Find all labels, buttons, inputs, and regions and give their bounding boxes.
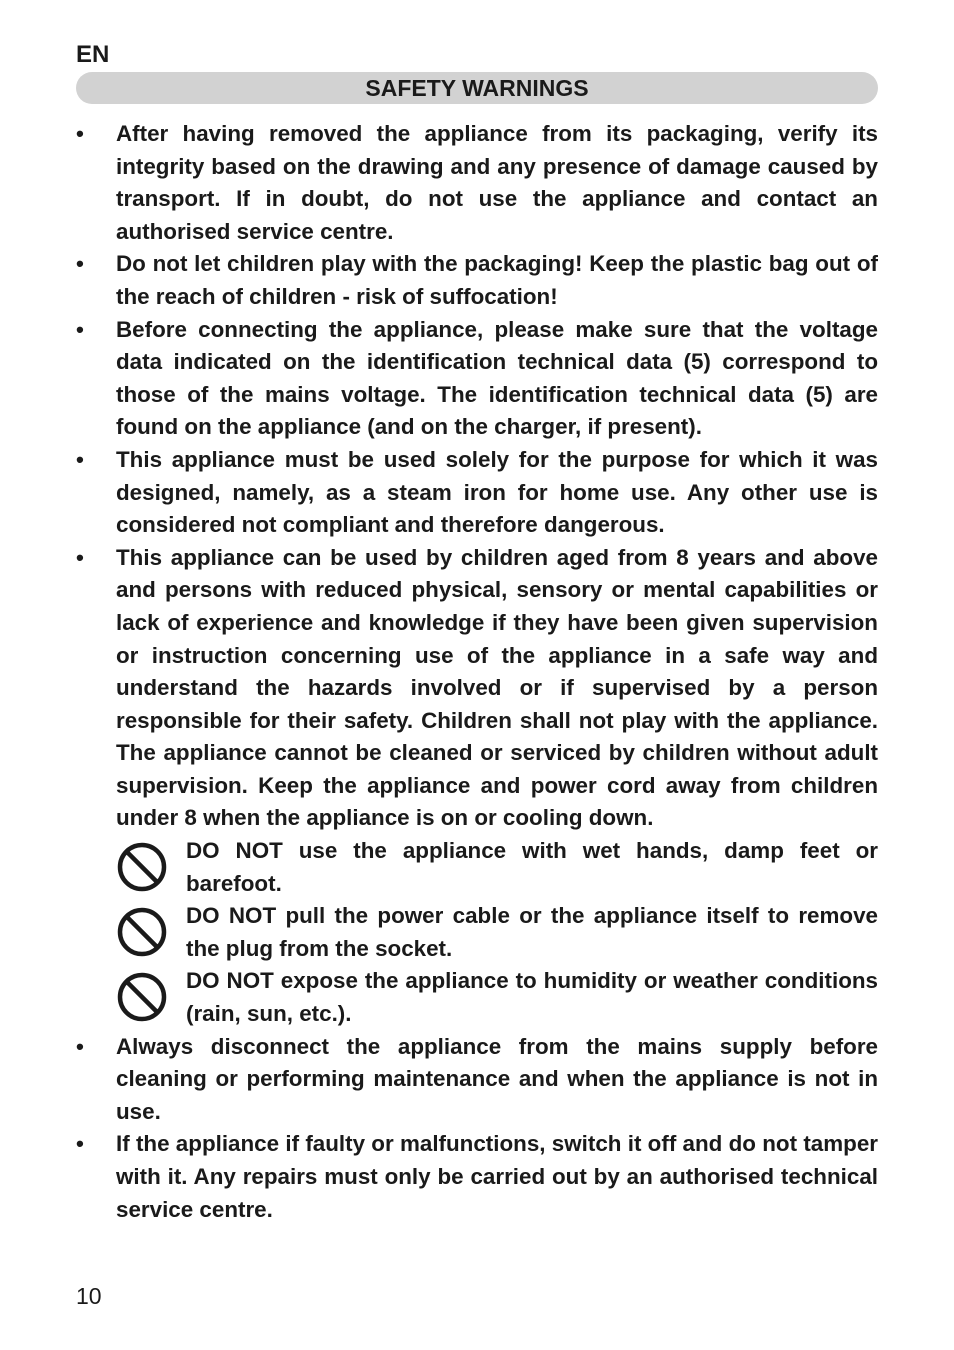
warning-text: This appliance can be used by children aged from 8 years and above and persons with reduced physical, sensory or mental capabilities or lack of experience and knowledge if they have been given supervision or instruction concerning use of the appliance in a safe way and understand the hazards involved or if supervised by a person responsible for their safety. Children shall not play with the appliance. The appliance cannot be cleaned or serviced by children without adult supervision. Keep the appliance and power cord away from children under 8 when the appliance is on or cooling down. xyxy=(116,544,878,831)
warning-item xyxy=(76,118,878,248)
warning-item xyxy=(76,542,878,835)
warning-text: Do not let children play with the packaging! Keep the plastic bag out of the reach of children - risk of suffocation! xyxy=(116,251,878,309)
prohibited-text: DO NOT pull the power cable or the appliance itself to remove the plug from the socket. xyxy=(186,903,878,961)
bullet-symbol: • xyxy=(76,1033,84,1059)
warning-item xyxy=(76,444,878,542)
warning-text: Always disconnect the appliance from the mains supply before cleaning or performing maintenance and when the appliance is not in use. xyxy=(116,1033,878,1124)
safety-warnings-list xyxy=(76,118,878,1226)
warning-item xyxy=(76,314,878,444)
prohibited-item xyxy=(76,900,878,965)
prohibition-icon xyxy=(116,971,168,1023)
section-title-banner xyxy=(76,72,878,104)
bullet-symbol: • xyxy=(76,251,84,277)
warning-text: If the appliance if faulty or malfunctions, switch it off and do not tamper with it. Any repairs must only be carried out by an authorised technical service centre. xyxy=(116,1131,878,1222)
language-code: EN xyxy=(76,41,110,68)
warning-text: After having removed the appliance from its packaging, verify its integrity based on the drawing and any presence of damage caused by transport. If in doubt, do not use the appliance and contact an authorised service centre. xyxy=(116,121,878,244)
prohibited-item xyxy=(76,965,878,1030)
bullet-symbol: • xyxy=(76,316,84,342)
warning-item xyxy=(76,1128,878,1226)
page-number: 10 xyxy=(76,1283,102,1309)
prohibition-icon xyxy=(116,841,168,893)
prohibited-item xyxy=(76,835,878,900)
warning-item xyxy=(76,248,878,313)
section-title: SAFETY WARNINGS xyxy=(365,75,589,101)
prohibited-text: DO NOT expose the appliance to humidity or weather conditions (rain, sun, etc.). xyxy=(186,968,878,1027)
warning-item xyxy=(76,1031,878,1129)
bullet-symbol: • xyxy=(76,446,84,472)
bullet-symbol: • xyxy=(76,121,84,146)
warning-text: Before connecting the appliance, please make sure that the voltage data indicated on the identification technical data (5) correspond to those of the mains voltage. The identification technical data (5) are found on the appliance (and on the charger, if present). xyxy=(116,316,878,440)
bullet-symbol: • xyxy=(76,544,84,570)
warning-text: This appliance must be used solely for the purpose for which it was designed, namely, as a steam iron for home use. Any other use is considered not compliant and therefore dangerous. xyxy=(116,446,878,538)
prohibition-icon xyxy=(116,906,168,958)
prohibited-text: DO NOT use the appliance with wet hands, damp feet or barefoot. xyxy=(186,838,878,896)
bullet-symbol: • xyxy=(76,1131,84,1157)
